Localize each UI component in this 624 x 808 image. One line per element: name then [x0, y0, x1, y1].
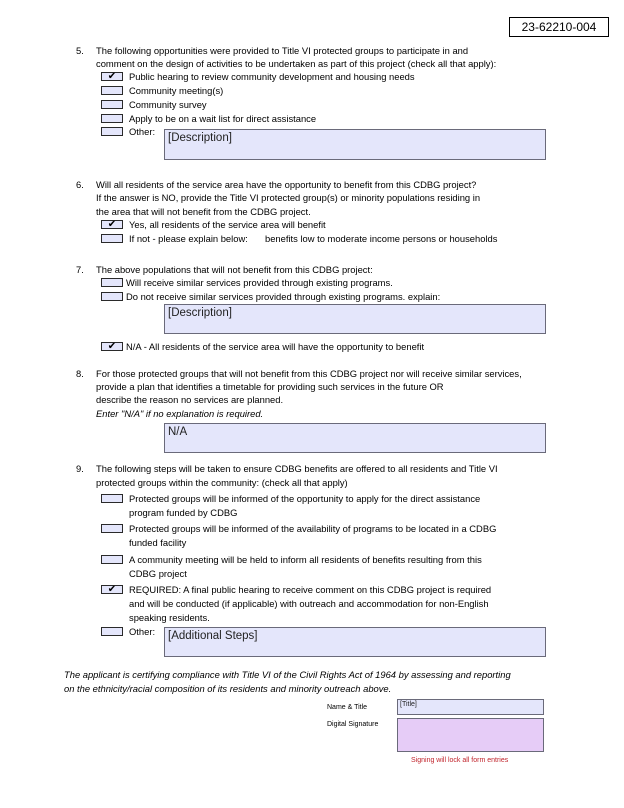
- q6-yes-checkbox[interactable]: ✔: [101, 220, 123, 229]
- q5-text-line1: The following opportunities were provided to Title VI protected groups to participate in and: [96, 45, 469, 56]
- q5-number: 5.: [76, 45, 84, 56]
- q9-required-hearing-checkbox[interactable]: ✔: [101, 585, 123, 594]
- q9-text-line2: protected groups within the community: (check all that apply): [96, 477, 348, 488]
- q9-community-meeting-label-line1: A community meeting will be held to inform all residents of benefits resulting from this: [129, 554, 482, 565]
- q8-number: 8.: [76, 368, 84, 379]
- q5-public-hearing-checkbox[interactable]: ✔: [101, 72, 123, 81]
- q7-no-similar-services-label: Do not receive similar services provided through existing programs. explain:: [126, 291, 441, 302]
- q7-na-checkbox[interactable]: ✔: [101, 342, 123, 351]
- q6-text-line2: If the answer is NO, provide the Title VI protected group(s) or minority populations residing in: [96, 192, 481, 203]
- q6-explanation-field[interactable]: benefits low to moderate income persons or households: [265, 233, 498, 244]
- q9-direct-assistance-label-line2: program funded by CDBG: [129, 507, 238, 518]
- q9-required-hearing-label-line2: and will be conducted (if applicable) with outreach and accommodation for non-English: [129, 598, 489, 609]
- q6-no-label: If not - please explain below:: [129, 233, 248, 244]
- q7-text-line1: The above populations that will not benefit from this CDBG project:: [96, 264, 373, 275]
- digital-signature-label: Digital Signature: [327, 721, 379, 728]
- q9-other-checkbox[interactable]: [101, 627, 123, 636]
- q7-similar-services-checkbox[interactable]: [101, 278, 123, 287]
- q9-facility-label-line2: funded facility: [129, 537, 187, 548]
- q6-text-line1: Will all residents of the service area have the opportunity to benefit from this CDBG project?: [96, 179, 477, 190]
- q5-text-line2: comment on the design of activities to be undertaken as part of this project (check all that apply):: [96, 58, 497, 69]
- q8-explanation-field[interactable]: N/A: [164, 423, 546, 453]
- q5-wait-list-label: Apply to be on a wait list for direct assistance: [129, 113, 317, 124]
- q9-community-meeting-checkbox[interactable]: [101, 555, 123, 564]
- q6-number: 6.: [76, 179, 84, 190]
- q7-na-label: N/A - All residents of the service area will have the opportunity to benefit: [126, 341, 425, 352]
- q9-text-line1: The following steps will be taken to ensure CDBG benefits are offered to all residents and Title VI: [96, 463, 498, 474]
- certification-line1: The applicant is certifying compliance with Title VI of the Civil Rights Act of 1964 by assessing and reporting: [64, 669, 511, 680]
- q9-required-hearing-label-line1: REQUIRED: A final public hearing to receive comment on this CDBG project is required: [129, 584, 492, 595]
- q9-number: 9.: [76, 463, 84, 474]
- q5-community-survey-label: Community survey: [129, 99, 207, 110]
- q9-required-hearing-label-line3: speaking residents.: [129, 612, 210, 623]
- q5-other-checkbox[interactable]: [101, 127, 123, 136]
- q6-yes-label: Yes, all residents of the service area will benefit: [129, 219, 326, 230]
- q8-text-line3: describe the reason no services are planned.: [96, 394, 284, 405]
- q9-facility-label-line1: Protected groups will be informed of the availability of programs to be located in a CDBG: [129, 523, 497, 534]
- q9-other-label: Other:: [129, 626, 156, 637]
- q9-facility-checkbox[interactable]: [101, 524, 123, 533]
- q9-direct-assistance-label-line1: Protected groups will be informed of the opportunity to apply for the direct assistance: [129, 493, 481, 504]
- q8-text-line2: provide a plan that identifies a timetable for providing such services in the future OR: [96, 381, 444, 392]
- document-id: 23-62210-004: [509, 17, 609, 37]
- name-title-field[interactable]: [Title]: [397, 699, 544, 715]
- q5-community-meeting-checkbox[interactable]: [101, 86, 123, 95]
- q7-description-field[interactable]: [Description]: [164, 304, 546, 334]
- q6-text-line3: the area that will not benefit from the CDBG project.: [96, 206, 311, 217]
- q8-instruction: Enter "N/A" if no explanation is required.: [96, 408, 264, 419]
- digital-signature-field[interactable]: [397, 718, 544, 752]
- q7-similar-services-label: Will receive similar services provided through existing programs.: [126, 277, 393, 288]
- q5-other-label: Other:: [129, 126, 156, 137]
- q5-community-survey-checkbox[interactable]: [101, 100, 123, 109]
- q5-community-meeting-label: Community meeting(s): [129, 85, 224, 96]
- q7-no-similar-services-checkbox[interactable]: [101, 292, 123, 301]
- q9-community-meeting-label-line2: CDBG project: [129, 568, 187, 579]
- certification-line2: on the ethnicity/racial composition of its residents and minority outreach above.: [64, 683, 392, 694]
- q7-number: 7.: [76, 264, 84, 275]
- q9-direct-assistance-checkbox[interactable]: [101, 494, 123, 503]
- q5-other-description-field[interactable]: [Description]: [164, 129, 546, 160]
- q6-no-checkbox[interactable]: [101, 234, 123, 243]
- q9-other-steps-field[interactable]: [Additional Steps]: [164, 627, 546, 657]
- q5-public-hearing-label: Public hearing to review community development and housing needs: [129, 71, 415, 82]
- name-title-label: Name & Title: [327, 704, 368, 711]
- q8-text-line1: For those protected groups that will not benefit from this CDBG project nor will receive similar services,: [96, 368, 522, 379]
- signature-lock-note: Signing will lock all form entries: [411, 757, 509, 764]
- q5-wait-list-checkbox[interactable]: [101, 114, 123, 123]
